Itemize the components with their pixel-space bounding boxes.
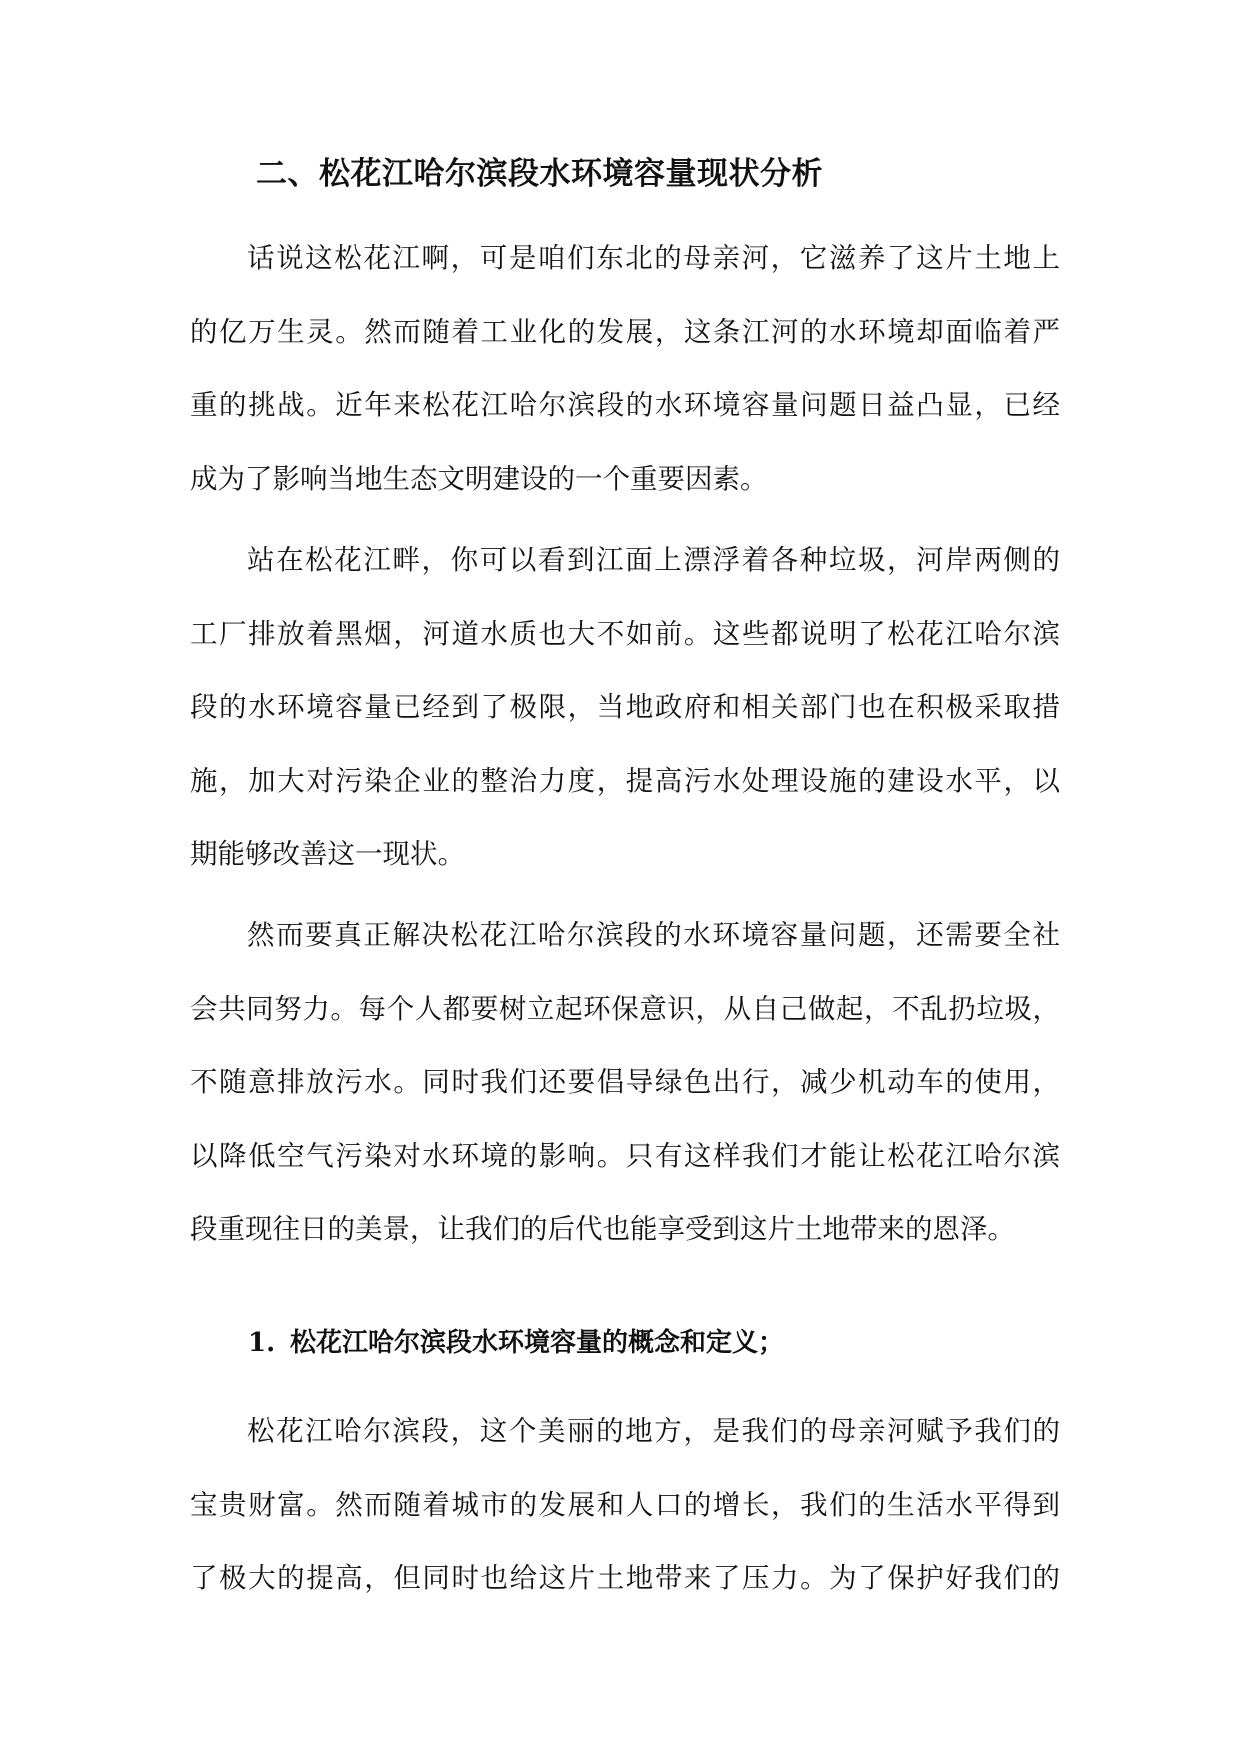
subsection-number: 1. xyxy=(248,1328,276,1358)
text-line: 宝贵财富。然而随着城市的发展和人口的增长，我们的生活水平得到 xyxy=(190,1488,1060,1521)
text-line: 以降低空气污染对水环境的影响。只有这样我们才能让松花江哈尔滨 xyxy=(190,1139,1060,1172)
paragraph-3 xyxy=(190,899,1060,1267)
paragraph-2 xyxy=(190,524,1060,892)
text-line: 会共同努力。每个人都要树立起环保意识，从自己做起，不乱扔垃圾， xyxy=(190,992,1060,1025)
text-line: 了极大的提高，但同时也给这片土地带来了压力。为了保护好我们的 xyxy=(190,1562,1060,1595)
text-line: 段重现往日的美景，让我们的后代也能享受到这片土地带来的恩泽。 xyxy=(190,1213,1015,1246)
paragraph-1 xyxy=(190,222,1060,516)
text-line: 站在松花江畔，你可以看到江面上漂浮着各种垃圾，河岸两侧的 xyxy=(247,544,1060,576)
text-line: 重的挑战。近年来松花江哈尔滨段的水环境容量问题日益凸显，已经 xyxy=(190,389,1060,422)
text-line: 成为了影响当地生态文明建设的一个重要因素。 xyxy=(190,462,768,495)
text-line: 工厂排放着黑烟，河道水质也大不如前。这些都说明了松花江哈尔滨 xyxy=(190,617,1060,650)
subsection-title: 松花江哈尔滨段水环境容量的概念和定义； xyxy=(290,1328,785,1358)
text-line: 段的水环境容量已经到了极限，当地政府和相关部门也在积极采取措 xyxy=(190,691,1060,724)
text-line: 的亿万生灵。然而随着工业化的发展，这条江河的水环境却面临着严 xyxy=(190,315,1060,348)
subsection-heading xyxy=(248,1318,784,1368)
text-line: 话说这松花江啊，可是咱们东北的母亲河，它滋养了这片土地上 xyxy=(247,242,1060,274)
section-heading: 二、松花江哈尔滨段水环境容量现状分析 xyxy=(256,156,823,192)
text-line: 然而要真正解决松花江哈尔滨段的水环境容量问题，还需要全社 xyxy=(247,919,1060,951)
text-line: 施，加大对污染企业的整治力度，提高污水处理设施的建设水平，以 xyxy=(190,764,1060,797)
text-line: 期能够改善这一现状。 xyxy=(190,838,465,871)
text-line: 松花江哈尔滨段，这个美丽的地方，是我们的母亲河赋予我们的 xyxy=(247,1415,1060,1447)
text-line: 不随意排放污水。同时我们还要倡导绿色出行，减少机动车的使用， xyxy=(190,1066,1060,1099)
paragraph-4 xyxy=(190,1395,1060,1616)
